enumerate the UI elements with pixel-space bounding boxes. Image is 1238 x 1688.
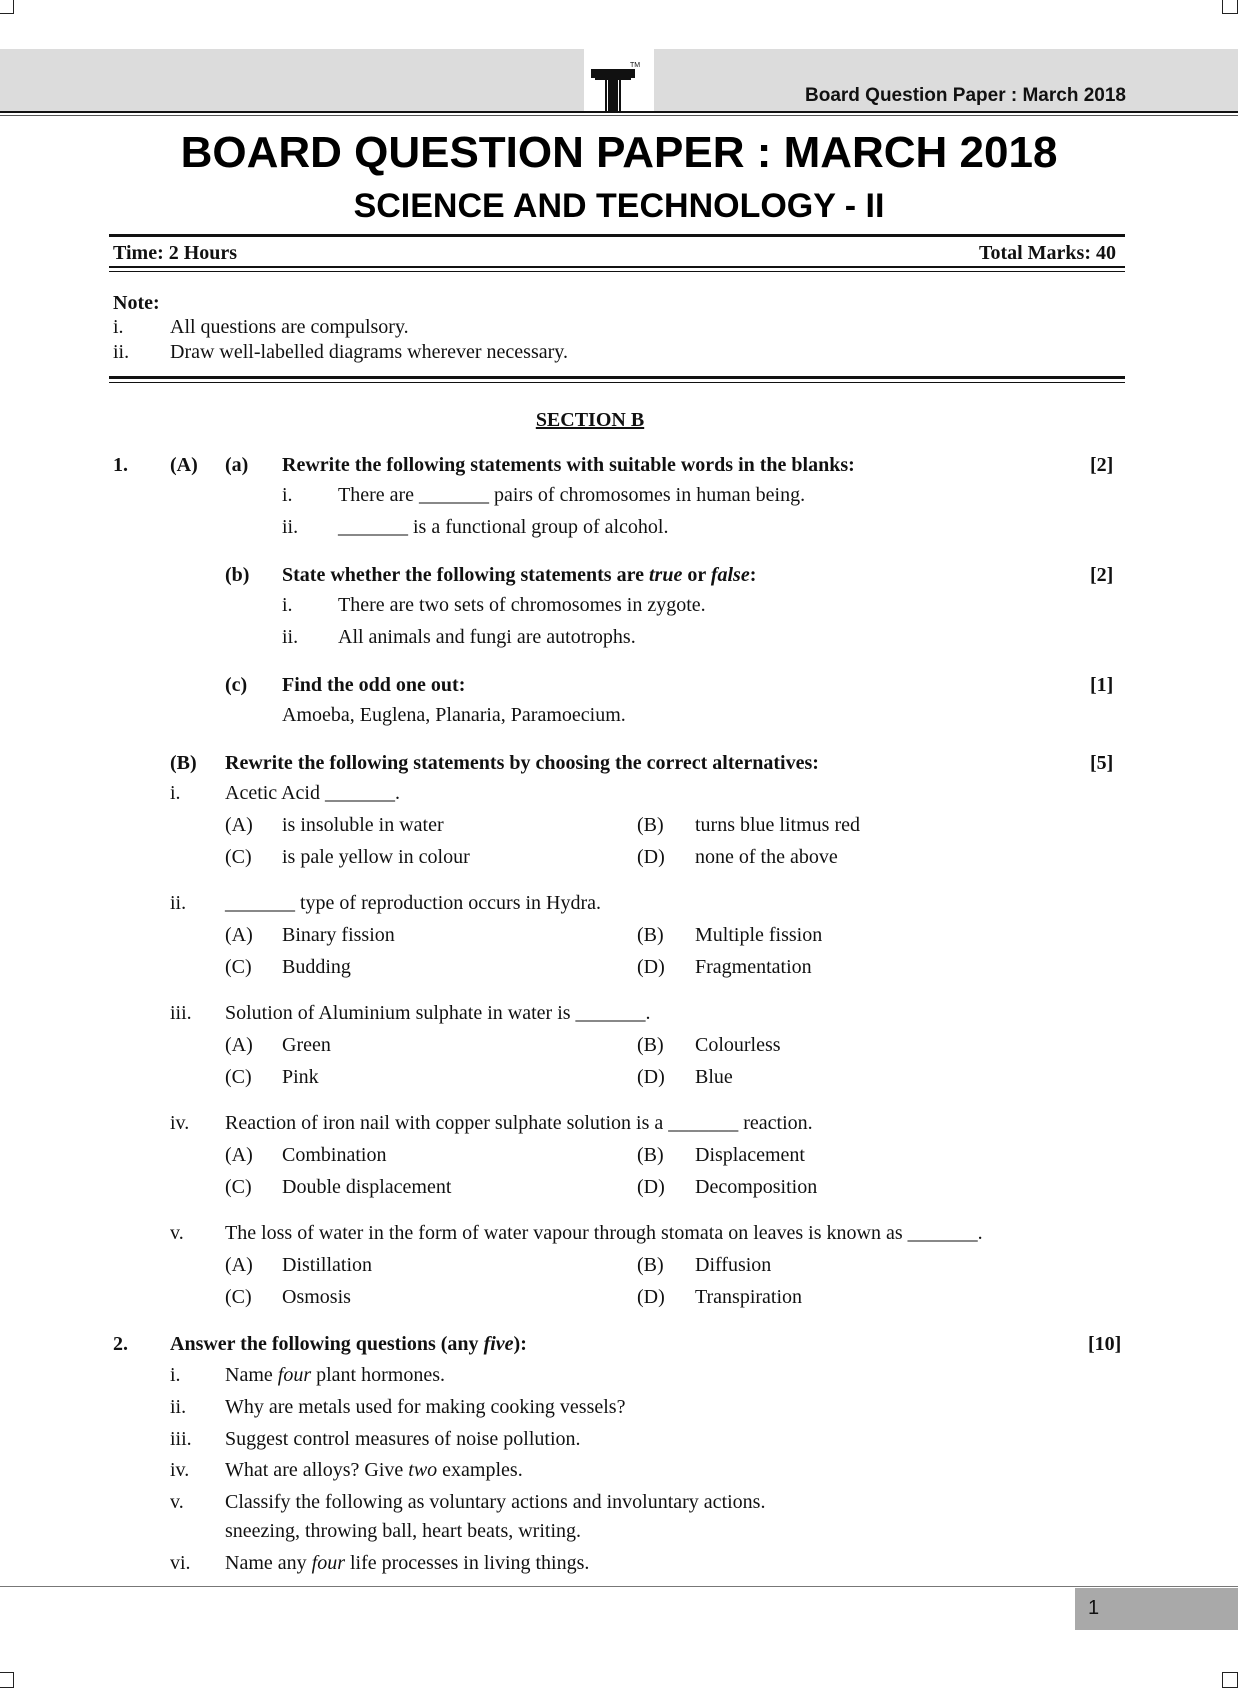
option-text: Fragmentation <box>695 956 812 978</box>
question-instruction: Rewrite the following statements with suitable words in the blanks: <box>282 454 855 476</box>
option-text: Decomposition <box>695 1176 818 1198</box>
note-item-num: i. <box>113 316 124 338</box>
item-text: What are alloys? Give two examples. <box>225 1459 523 1481</box>
crop-mark-bottom-right <box>1222 1672 1238 1688</box>
option-label: (C) <box>225 1066 252 1088</box>
trademark-mark: TM <box>630 62 641 69</box>
meta-bottom-rule <box>109 266 1125 268</box>
item-text: Name four plant hormones. <box>225 1364 445 1386</box>
item-text: All animals and fungi are autotrophs. <box>338 626 636 648</box>
question-number: 2. <box>113 1333 128 1355</box>
publisher-logo-icon <box>591 57 643 111</box>
item-num: vi. <box>170 1552 191 1574</box>
subpart-label: (b) <box>225 564 250 586</box>
marks-label: [5] <box>1090 752 1114 774</box>
item-num: ii. <box>282 516 299 538</box>
item-text: There are two sets of chromosomes in zygote. <box>338 594 706 616</box>
note-heading: Note: <box>113 292 160 314</box>
option-text: Distillation <box>282 1254 372 1276</box>
section-heading: SECTION B <box>535 409 645 431</box>
option-text: is insoluble in water <box>282 814 444 836</box>
mcq-num: ii. <box>170 892 187 914</box>
part-label: (B) <box>170 752 197 774</box>
option-label: (A) <box>225 1254 253 1276</box>
subpart-label: (a) <box>225 454 249 476</box>
mcq-text: Acetic Acid _______. <box>225 782 400 804</box>
page-number-box <box>1075 1588 1238 1630</box>
item-text: Name any four life processes in living things. <box>225 1552 590 1574</box>
option-label: (A) <box>225 1144 253 1166</box>
note-item-text: All questions are compulsory. <box>170 316 409 338</box>
option-text: turns blue litmus red <box>695 814 860 836</box>
item-num: i. <box>170 1364 181 1386</box>
question-instruction: State whether the following statements are true or false: <box>282 564 757 586</box>
item-text: Suggest control measures of noise pollution. <box>225 1428 581 1450</box>
item-text-continued: sneezing, throwing ball, heart beats, writing. <box>225 1520 582 1542</box>
subpart-label: (c) <box>225 674 248 696</box>
question-instruction: Find the odd one out: <box>282 674 466 696</box>
mcq-num: v. <box>170 1222 184 1244</box>
meta-bottom-rule-thin <box>109 271 1125 272</box>
mcq-text: _______ type of reproduction occurs in Hydra. <box>225 892 602 914</box>
option-label: (D) <box>637 846 665 868</box>
option-text: Multiple fission <box>695 924 823 946</box>
option-text: Budding <box>282 956 351 978</box>
item-num: i. <box>282 594 293 616</box>
header-rule <box>0 111 1238 113</box>
option-text: Pink <box>282 1066 319 1088</box>
option-label: (D) <box>637 1066 665 1088</box>
option-label: (C) <box>225 956 252 978</box>
item-num: ii. <box>170 1396 187 1418</box>
item-num: iv. <box>170 1459 190 1481</box>
item-text: Why are metals used for making cooking vessels? <box>225 1396 626 1418</box>
option-text: Green <box>282 1034 331 1056</box>
option-text: Combination <box>282 1144 387 1166</box>
item-text: _______ is a functional group of alcohol. <box>338 516 669 538</box>
option-text: Binary fission <box>282 924 395 946</box>
note-item-num: ii. <box>113 341 130 363</box>
option-label: (B) <box>637 814 664 836</box>
marks-label: [1] <box>1090 674 1114 696</box>
option-label: (B) <box>637 924 664 946</box>
crop-mark-top-left <box>0 0 14 14</box>
option-text: Transpiration <box>695 1286 803 1308</box>
running-header-title: Board Question Paper : March 2018 <box>805 85 1126 106</box>
total-marks: Total Marks: 40 <box>978 242 1116 264</box>
option-label: (C) <box>225 846 252 868</box>
crop-mark-top-right <box>1222 0 1238 14</box>
meta-top-rule <box>109 234 1125 237</box>
item-num: iii. <box>170 1428 192 1450</box>
header-rule-thin <box>0 115 1238 116</box>
option-label: (B) <box>637 1144 664 1166</box>
option-label: (B) <box>637 1034 664 1056</box>
option-label: (D) <box>637 1176 665 1198</box>
option-text: Blue <box>695 1066 733 1088</box>
option-label: (C) <box>225 1176 252 1198</box>
option-text: Colourless <box>695 1034 781 1056</box>
question-instruction: Answer the following questions (any five): <box>170 1333 527 1355</box>
item-num: v. <box>170 1491 184 1513</box>
marks-label: [10] <box>1088 1333 1122 1355</box>
option-label: (C) <box>225 1286 252 1308</box>
marks-label: [2] <box>1090 454 1114 476</box>
question-instruction: Rewrite the following statements by choosing the correct alternatives: <box>225 752 819 774</box>
mcq-num: iii. <box>170 1002 192 1024</box>
option-label: (A) <box>225 814 253 836</box>
option-label: (A) <box>225 924 253 946</box>
page-number: 1 <box>1088 1597 1100 1619</box>
note-item-text: Draw well-labelled diagrams wherever necessary. <box>170 341 568 363</box>
item-text: There are _______ pairs of chromosomes in human being. <box>338 484 806 506</box>
option-text: none of the above <box>695 846 838 868</box>
option-label: (D) <box>637 1286 665 1308</box>
item-num: ii. <box>282 626 299 648</box>
footer-rule <box>0 1586 1238 1587</box>
option-text: Diffusion <box>695 1254 772 1276</box>
option-text: is pale yellow in colour <box>282 846 470 868</box>
mcq-num: iv. <box>170 1112 190 1134</box>
item-num: i. <box>282 484 293 506</box>
option-text: Double displacement <box>282 1176 452 1198</box>
option-text: Osmosis <box>282 1286 351 1308</box>
option-label: (D) <box>637 956 665 978</box>
note-rule <box>109 376 1125 379</box>
time-allowed: Time: 2 Hours <box>113 242 238 264</box>
note-rule-thin <box>109 382 1125 383</box>
option-text: Displacement <box>695 1144 805 1166</box>
part-label: (A) <box>170 454 198 476</box>
mcq-text: The loss of water in the form of water vapour through stomata on leaves is known as _______. <box>225 1222 983 1244</box>
mcq-text: Reaction of iron nail with copper sulphate solution is a _______ reaction. <box>225 1112 813 1134</box>
mcq-text: Solution of Aluminium sulphate in water is _______. <box>225 1002 651 1024</box>
page-title: BOARD QUESTION PAPER : MARCH 2018 <box>180 128 1058 177</box>
crop-mark-bottom-left <box>0 1672 14 1688</box>
option-label: (A) <box>225 1034 253 1056</box>
subject-title: SCIENCE AND TECHNOLOGY - II <box>353 187 885 225</box>
item-text: Classify the following as voluntary actions and involuntary actions. <box>225 1491 766 1513</box>
option-label: (B) <box>637 1254 664 1276</box>
marks-label: [2] <box>1090 564 1114 586</box>
item-text: Amoeba, Euglena, Planaria, Paramoecium. <box>282 704 626 726</box>
mcq-num: i. <box>170 782 181 804</box>
question-number: 1. <box>113 454 128 476</box>
